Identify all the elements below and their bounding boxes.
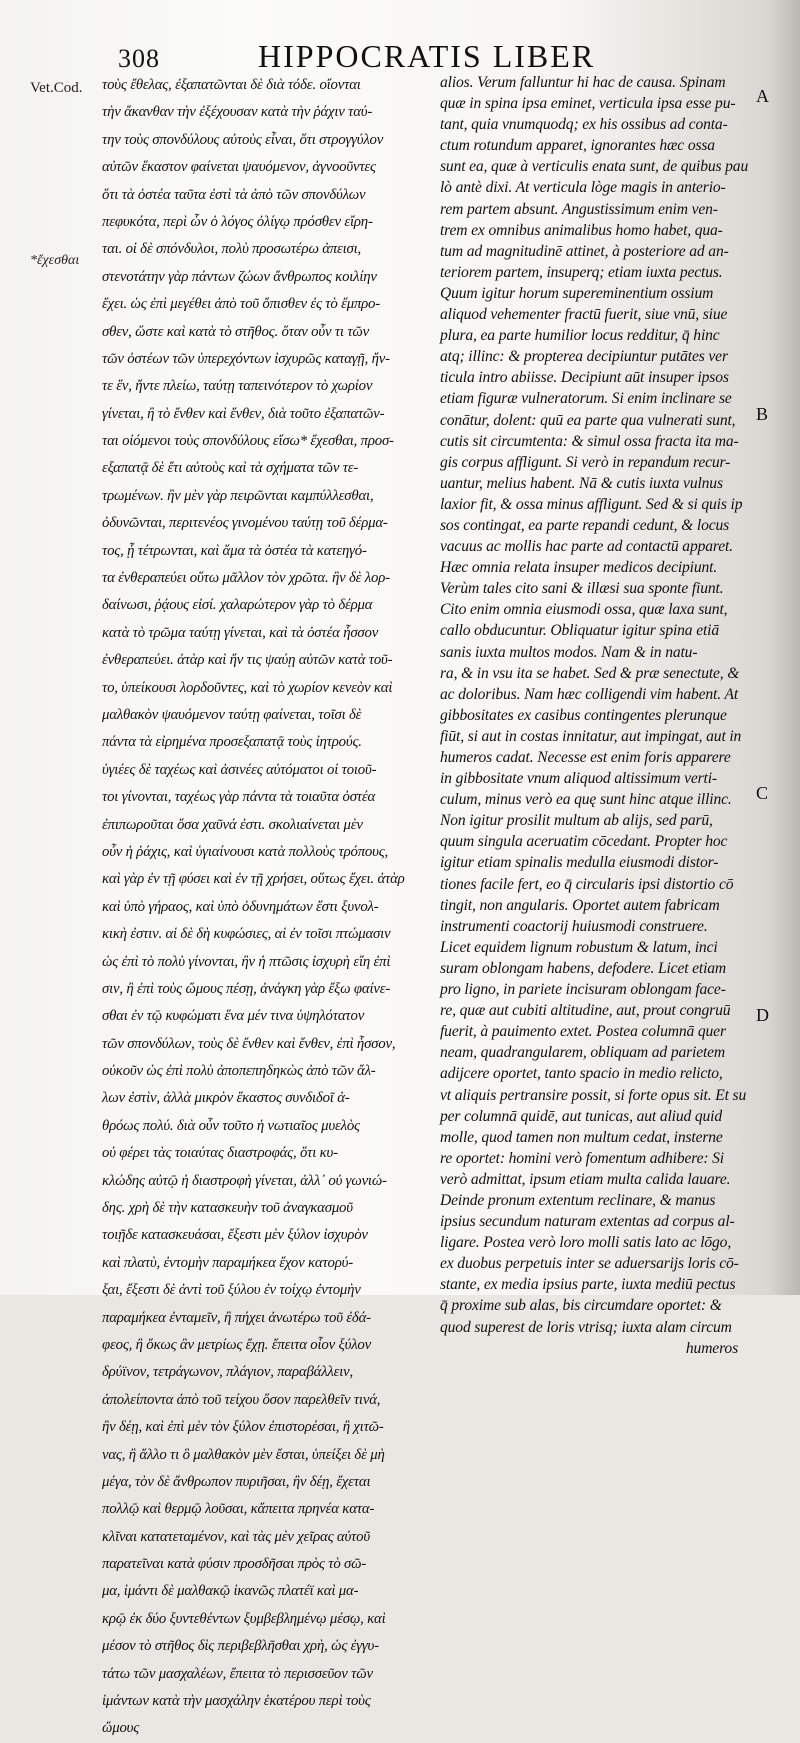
text-line: κατὰ τὸ τρῶμα ταύτῃ γίνεται, καὶ τὰ ὀστέα ἧσσον <box>102 624 379 641</box>
text-line: in gibbositate vnum aliquod altissimum verti- <box>440 770 717 788</box>
text-line: τῶν σπονδύλων, τοὺς δὲ ἔνθεν καὶ ἔνθεν, ἐπὶ ἧσσον, <box>102 1035 396 1052</box>
text-line: λων ἐστὶν, ἀλλὰ μικρὸν ἕκαστος συνδιδοῖ ἀ- <box>102 1090 350 1107</box>
text-line: σθαι ἐν τῷ κυφώματι ἕνα μέν τινα ὑψηλότατον <box>102 1008 365 1025</box>
text-line: sunt ea, quæ à verticulis enata sunt, de quibus pau <box>440 158 749 176</box>
text-line: uantur, melius habent. Nā & cutis iuxta vulnus <box>440 474 723 492</box>
text-line: φεος, ἢ ὅκως ἂν μετρίως ἔχῃ. ἔπειτα οἷον ξύλον <box>102 1336 371 1353</box>
text-line: τοὺς ἔθελας, ἐξαπατῶνται δὲ διὰ τόδε. οἴονται <box>102 77 361 93</box>
text-line: εξαπατᾷ δὲ ἔτι αὐτοὺς καὶ τὰ σχήματα τῶν τε- <box>102 460 359 477</box>
text-line: trem ex omnibus animalibus homo habet, qua- <box>440 221 723 239</box>
text-line: μαλθακὸν ψαυόμενον ταύτῃ φαίνεται, τοῖσι δὲ <box>102 706 362 723</box>
text-line: ἀπολείποντα ἀπὸ τοῦ τείχου ὅσον παρελθεῖν τινά, <box>102 1391 381 1408</box>
text-line: conātur, dolent: quū ea parte qua vulnerati sunt, <box>440 411 736 429</box>
text-line: μέσον τὸ στῆθος δὶς περιβεβλῆσθαι χρὴ, ὡς ἐγγυ- <box>102 1638 379 1655</box>
text-line: μα, ἱμάντι δὲ μαλθακῷ ἱκανῶς πλατέϊ καὶ μα- <box>102 1583 359 1600</box>
text-line: Verùm tales cito sani & illæsi sua sponte fiunt. <box>440 580 724 598</box>
text-line: Deinde pronum extentum reclinare, & manus <box>440 1191 716 1209</box>
text-line: vt aliquis pertransire possit, si forte opus sit. Et su <box>440 1086 747 1104</box>
text-line: Quum igitur horum supereminentium ossium <box>440 284 714 302</box>
text-line: οὐ φέρει τὰς τοιαύτας διαστροφάς, ὅτι κυ- <box>102 1145 338 1162</box>
text-line: οὖν ἡ ῥάχις, καὶ ὑγιαίνουσι κατὰ πολλοὺς τρόπους, <box>102 843 389 860</box>
text-line: culum, minus verò ea quę sunt hinc atque illinc. <box>440 791 732 809</box>
text-line: quæ in spina ipsa eminet, verticula ipsa esse pu- <box>440 95 736 113</box>
text-line: γίνεται, ἢ τὸ ἔνθεν καὶ ἔνθεν, διὰ τοῦτο ἐξαπατῶν- <box>102 405 385 422</box>
text-line: ἔχει. ὡς ἐπὶ μεγέθει ἀπὸ τοῦ ὄπισθεν ἐς τὸ ἔμπρο- <box>102 296 380 313</box>
text-line: κρῷ ἐκ δύο ξυντεθέντων ξυμβεβλημένῳ μέσῳ, καὶ <box>102 1610 386 1627</box>
section-letter-d: D <box>756 1005 769 1025</box>
text-line: παρατεῖναι κατὰ φύσιν προσδῆσαι πρὸς τὸ σῶ- <box>102 1556 367 1573</box>
text-line: callo obducuntur. Obliquatur igitur spina etiā <box>440 622 719 640</box>
text-line: igitur etiam spinalis medulla eiusmodi distor- <box>440 854 719 872</box>
text-line: plura, ea parte humilior locus redditur, q̄ hinc <box>440 327 720 345</box>
text-line: Non igitur prosilit multum ab alijs, sed parū, <box>440 812 713 830</box>
text-line: ὅτι τὰ ὀστέα ταῦτα ἐστὶ τὰ ἀπὸ τῶν σπονδύλων <box>102 186 366 203</box>
text-line: ξαι, ἔξεστι δὲ ἀντὶ τοῦ ξύλου ἐν τοίχῳ ἐντομὴν <box>102 1282 361 1299</box>
text-line: τοιῇδε κατασκευάσαι, ἔξεστι μὲν ξύλον ἰσχυρὸν <box>102 1227 368 1244</box>
text-line: lò antè dixi. At verticula lòge magis in anterio- <box>440 179 726 197</box>
text-line: τα ἐνθεραπεύει οὕτω μᾶλλον τὸν χρῶτα. ἢν δὲ λορ- <box>102 570 390 587</box>
section-letter-b: B <box>756 404 769 424</box>
text-line: μέγα, τὸν δὲ ἄνθρωπον πυριῆσαι, ἢν δέῃ, ἔχεται <box>102 1473 371 1490</box>
text-line: το, ὑπείκουσι λορδοῦντες, καὶ τὸ χωρίον κενεὸν καὶ <box>102 679 393 696</box>
margin-note-variant: *ἔχεσθαι <box>30 253 80 268</box>
text-line: κικὴ ἐστιν. αἱ δὲ δὴ κυφώσιες, αἱ ἐν τοῖσι πτώμασιν <box>102 926 391 943</box>
text-line: tum ad magnitudinē attinet, à posteriore ad an- <box>440 242 729 260</box>
margin-note-vet-cod: Vet.Cod. <box>30 80 83 96</box>
text-line: re oportet: homini verò fomentum adhibere: Si <box>440 1149 724 1167</box>
text-line: ctum rotundum apparet, ignorantes hæc ossa <box>440 137 715 155</box>
text-line: quum singula aceruatim cōcedant. Propter hoc <box>440 833 728 851</box>
text-line: στενοτάτην γὰρ πάντων ζώων ἄνθρωπος κοιλίην <box>102 268 377 285</box>
text-line: νας, ἢ ἄλλο τι ὃ μαλθακὸν μὲν ἔσται, ὑπείξει δὲ μὴ <box>102 1446 385 1463</box>
text-line: οὐκοῦν ὡς ἐπὶ πολὺ ἀποπεπηδηκὼς ἀπὸ τῶν ἄλ- <box>102 1063 376 1080</box>
section-letter-a: A <box>756 86 769 106</box>
text-line: ἢν δέῃ, καὶ ἐπὶ μὲν τὸν ξύλον ἐπιστορέσαι, ἢ χιτῶ- <box>102 1419 384 1436</box>
text-line: ticula intro abiisse. Decipiunt aūt insuper ipsos <box>440 369 729 387</box>
text-line: cutis sit circumtenta: & simul ossa fracta ita ma- <box>440 432 739 450</box>
text-line: instrumenti coactorij huiusmodi construere. <box>440 917 708 935</box>
text-line: σθεν, ὥστε καὶ κατὰ τὸ στῆθος. ὅταν οὖν τι τῶν <box>102 323 370 340</box>
text-line: quod superest de loris vtrisq; iuxta alam circum <box>440 1318 732 1336</box>
text-line: τε ἕν, ἤντε πλείω, ταύτῃ ταπεινότερον τὸ χωρίον <box>102 378 373 395</box>
text-line: pro ligno, in pariete incisuram oblongam face- <box>440 981 726 999</box>
text-line: laxior fit, & ossa minus affligunt. Sed & si quis ip <box>440 495 743 513</box>
latin-text-column <box>440 72 758 1357</box>
text-line: humeros cadat. Necesse est enim foris apparere <box>440 749 731 766</box>
text-line: δης. χρὴ δὲ τὴν κατασκευὴν τοῦ ἀναγκασμοῦ <box>102 1200 353 1217</box>
text-line: molle, quod tamen non multum cedat, insterne <box>440 1128 723 1146</box>
text-line: ἐπιπωροῦται ὅσα χαῦνά ἐστι. σκολιαίνεται μὲν <box>102 816 363 833</box>
text-line: ra, & in vsu ita se habet. Sed & præ senectute, & <box>440 664 740 682</box>
text-line: τος, ᾗ τέτρωνται, καὶ ἅμα τὰ ὀστέα τὰ κατεηγό- <box>102 542 367 559</box>
text-line: stante, ex media ipsius parte, iuxta mediū pectus <box>440 1276 736 1294</box>
text-line: πεφυκότα, περὶ ὧν ὁ λόγος ὀλίγῳ πρόσθεν εἴρη- <box>102 213 373 230</box>
text-line: ἐνθεραπεύει. ἀτὰρ καὶ ἤν τις ψαύῃ αὐτῶν κατὰ τοῦ- <box>102 652 393 669</box>
text-line: κλῖναι κατατεταμένον, καὶ τὰς μὲν χεῖρας αὐτοῦ <box>102 1528 370 1545</box>
text-line: ται οἰόμενοι τοὺς σπονδύλους εἴσω* ἔχεσθαι, προσ- <box>102 433 394 450</box>
text-line: τοι γίνονται, ταχέως γὰρ πάντα τὰ τοιαῦτα ὀστέα <box>102 789 376 806</box>
text-line: fuerit, à pauimento extet. Postea columnā quer <box>440 1023 726 1041</box>
section-letter-c: C <box>756 783 769 803</box>
text-line: ac doloribus. Nam hæc colligendi vim habent. At <box>440 685 739 703</box>
text-line: τρωμένων. ἢν μὲν γὰρ πειρῶνται καμπύλλεσθαι, <box>102 487 374 504</box>
text-line: δρύϊνον, τετράγωνον, πλάγιον, παραβάλλειν, <box>102 1364 354 1381</box>
text-line: ται. οἱ δὲ σπόνδυλοι, πολὺ προσωτέρω ἀπεισι, <box>102 241 362 258</box>
text-line: ipsius secundum naturam extentas ad corpus al- <box>440 1213 735 1231</box>
text-line: τὴν ἄκανθαν τὴν ἐξέχουσαν κατὰ τὴν ῥάχιν ταύ- <box>102 104 373 121</box>
text-line: fiūt, si aut in costas innitatur, aut impingat, aut in <box>440 727 742 745</box>
text-line: παραμήκεα ἐνταμεῖν, ἢ πήχει ἀνωτέρω τοῦ ἐδά- <box>102 1309 371 1326</box>
text-line: καὶ ὑπὸ γήραος, καὶ ὑπὸ ὀδυνημάτων ἔστι ξυνολ- <box>102 898 379 915</box>
text-line: humeros <box>685 1339 738 1357</box>
text-line: ὡς ἐπὶ τὸ πολὺ γίνονται, ἢν ἡ πτῶσις ἰσχυρὴ εἴη ἐπὶ <box>102 953 391 970</box>
text-line: atq; illinc: & propterea decipiuntur putātes ver <box>440 348 728 366</box>
text-line: ligare. Postea verò loro molli satis lato ac lōgo, <box>440 1234 732 1252</box>
text-line: Cito enim omnia eiusmodi ossa, quæ laxa sunt, <box>440 601 728 619</box>
text-line: sos contingat, ea parte repandi cedunt, & locus <box>440 516 730 534</box>
text-line: κλώδης αὐτῷ ἡ διαστροφὴ γίνεται, ἀλλ᾽ οὐ γωνιώ- <box>102 1172 387 1189</box>
text-line: per columnā quidē, aut tunicas, aut aliud quid <box>440 1107 722 1125</box>
text-line: ὤμους <box>102 1720 140 1737</box>
text-line: τῶν ὀστέων τῶν ὑπερεχόντων ἰσχυρῶς καταγῇ, ἤν- <box>102 350 390 367</box>
text-line: gibbositates ex casibus contingentes plerunque <box>440 706 727 724</box>
greek-text-column <box>102 72 430 1737</box>
text-line: θρόως πολύ. διὰ οὖν τοῦτο ἡ νωτιαῖος μυελὸς <box>102 1117 360 1134</box>
text-line: aliquod vehementer fractū fuerit, siue vnū, siue <box>440 306 728 324</box>
text-line: suram oblongam habens, defodere. Licet etiam <box>440 959 727 977</box>
book-title: HIPPOCRATIS LIBER <box>258 38 596 74</box>
text-line: re, quæ aut cubiti altitudine, aut, prout congruū <box>440 1002 731 1020</box>
text-line: δαίνωσι, ῥᾴους εἰσί. χαλαρώτερον γὰρ τὸ δέρμα <box>102 597 373 614</box>
text-line: verò admittat, ipsum etiam multa calida lauare. <box>440 1170 731 1188</box>
text-line: gis corpus affligunt. Si verò in repandum recur- <box>440 453 731 471</box>
page-number: 308 <box>118 44 160 73</box>
text-line: Licet equidem lignum robustum & latum, inci <box>440 938 718 956</box>
text-line: αὐτῶν ἕκαστον φαίνεται ψαυόμενον, ἀγνοοῦντες <box>102 159 376 176</box>
text-line: ex duobus perpetuis inter se aduersarijs loris cō- <box>440 1255 739 1273</box>
text-line: etiam figuræ vulneratorum. Si enim inclinare se <box>440 390 732 408</box>
text-line: vacuus ac mollis hac parte ad contactū apparet. <box>440 538 733 556</box>
text-line: καὶ γὰρ ἐν τῇ φύσει καὶ ἐν τῇ χρήσει, οὕτως ἔχει. ἀτὰρ <box>102 871 405 888</box>
text-line: Hæc omnia relata insuper medicos decipiunt. <box>440 559 718 577</box>
text-line: σιν, ἢ ἐπὶ τοὺς ὤμους πέσῃ, ἀνάγκη γὰρ ἔξω φαίνε- <box>102 980 391 997</box>
text-line: q̄ proxime sub alas, bis circumdare oportet: & <box>440 1297 722 1315</box>
text-line: adijcere oportet, tanto spacio in medio relicto, <box>440 1065 723 1083</box>
text-line: tingit, non angularis. Oportet autem fabricam <box>440 896 720 914</box>
text-line: tiones facile fert, eo q̄ circularis ipsi distortio cō <box>440 875 734 893</box>
text-line: ἱμάντων κατὰ τὴν μασχάλην ἑκατέρου περὶ τοὺς <box>102 1693 371 1710</box>
text-line: alios. Verum falluntur hi hac de causa. Spinam <box>440 74 726 91</box>
text-line: teriorem partem, insuperq; etiam iuxta pectus. <box>440 263 723 281</box>
text-line: sanis iuxta multos modos. Nam & in natu- <box>440 643 698 661</box>
text-line: την τοὺς σπονδύλους αὐτοὺς εἶναι, ὅτι στρογγύλον <box>102 131 384 148</box>
text-line: neam, quadrangularem, obliquam ad parietem <box>440 1044 726 1062</box>
text-line: tant, quia vnumquodq; ex his ossibus ad conta- <box>440 116 728 134</box>
text-line: ὀδυνῶνται, περιτενέος γινομένου ταύτῃ τοῦ δέρμα- <box>102 515 388 532</box>
text-line: rem partem absunt. Angustissimum enim ven- <box>440 200 718 218</box>
text-line: πάντα τὰ εἰρημένα προσεξαπατᾷ τοὺς ἰητρούς. <box>102 734 362 751</box>
text-line: πολλῷ καὶ θερμῷ λοῦσαι, κἄπειτα πρηνέα κατα- <box>102 1501 375 1518</box>
text-line: τάτω τῶν μασχαλέων, ἔπειτα τὸ περισσεῦον τῶν <box>102 1665 373 1682</box>
text-line: ὑγιέες δὲ ταχέως καὶ ἀσινέες αὐτόματοι οἱ τοιοῦ- <box>102 761 377 778</box>
text-line: καὶ πλατὺ, ἐντομὴν παραμήκεα ἔχον κατορύ- <box>102 1254 353 1271</box>
